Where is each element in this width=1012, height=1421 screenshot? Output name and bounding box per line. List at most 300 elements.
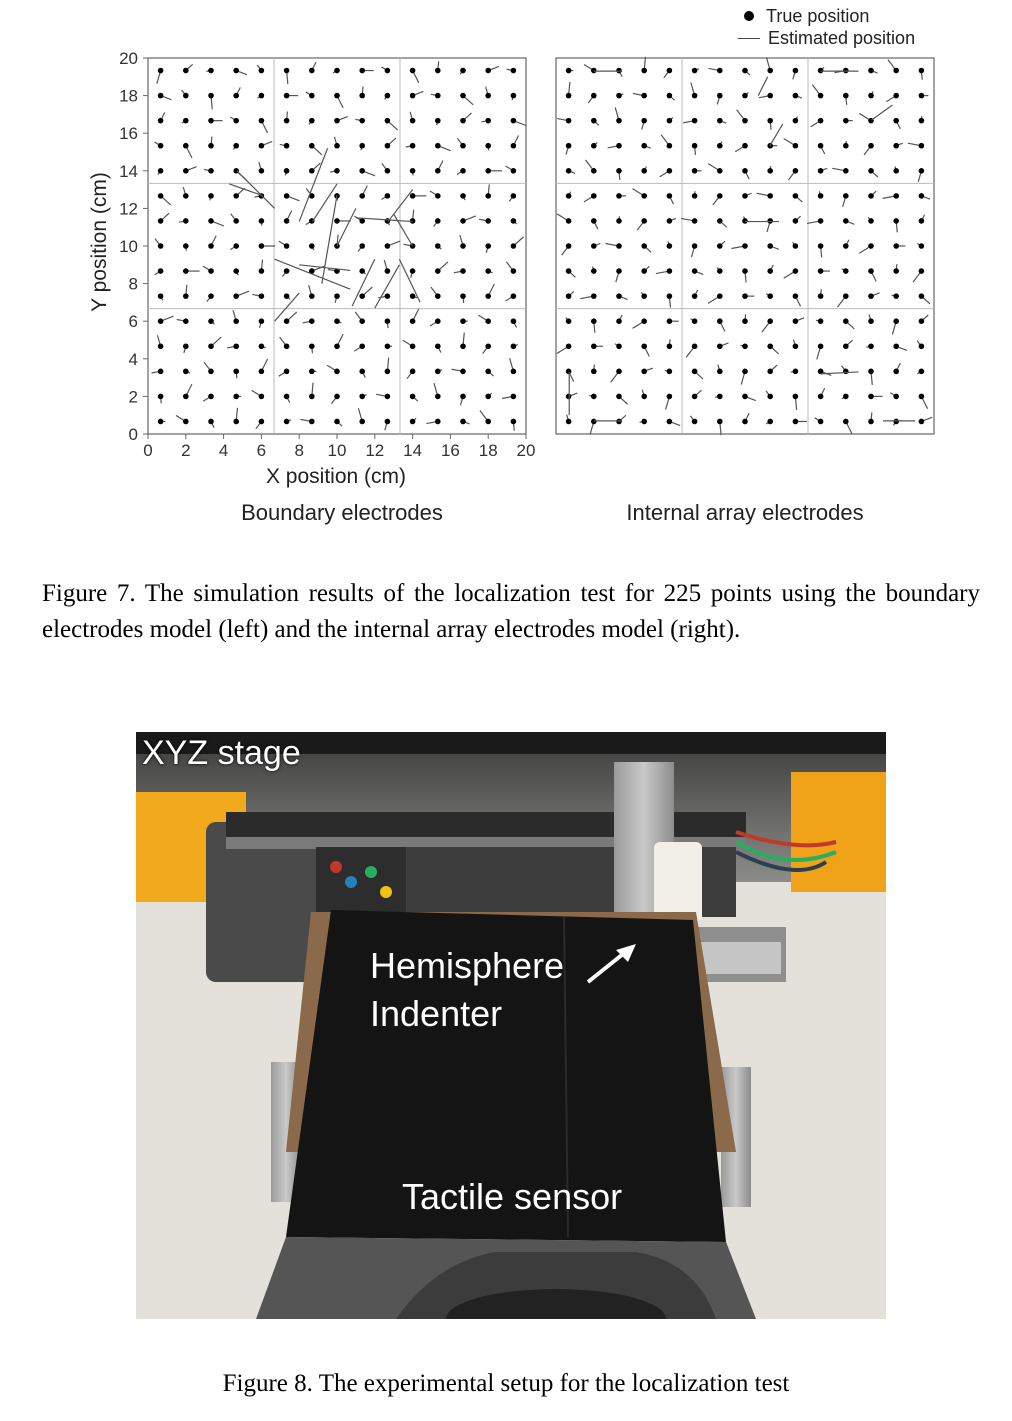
true-position-point [717, 243, 723, 249]
true-position-point [767, 318, 773, 324]
true-position-point [309, 394, 315, 400]
true-position-point [284, 118, 290, 124]
x-tick-label: 2 [181, 441, 191, 460]
true-position-point [435, 68, 441, 74]
true-position-point [591, 293, 597, 299]
true-position-point [158, 93, 164, 99]
true-position-point [767, 419, 773, 425]
true-position-point [919, 143, 925, 149]
true-position-point [591, 419, 597, 425]
true-position-point [259, 419, 265, 425]
true-position-point [334, 168, 340, 174]
true-position-point [259, 93, 265, 99]
true-position-point [717, 168, 723, 174]
true-position-point [511, 168, 517, 174]
true-position-point [410, 68, 416, 74]
true-position-point [284, 243, 290, 249]
true-position-point [233, 394, 239, 400]
true-position-point [641, 118, 647, 124]
true-position-point [818, 193, 824, 199]
true-position-point [667, 293, 673, 299]
true-position-point [309, 118, 315, 124]
true-position-point [641, 369, 647, 375]
true-position-point [309, 68, 315, 74]
true-position-point [284, 293, 290, 299]
true-position-point [385, 143, 391, 149]
true-position-point [485, 168, 491, 174]
true-position-point [259, 168, 265, 174]
true-position-point [158, 68, 164, 74]
true-position-point [616, 318, 622, 324]
true-position-point [717, 293, 723, 299]
label-indenter-line2: Indenter [370, 993, 503, 1034]
true-position-point [893, 293, 899, 299]
true-position-point [385, 419, 391, 425]
true-position-point [868, 293, 874, 299]
true-position-point [511, 118, 517, 124]
true-position-point [435, 193, 441, 199]
large-error-line [770, 124, 783, 147]
true-position-point [208, 268, 214, 274]
true-position-point [893, 243, 899, 249]
true-position-point [410, 419, 416, 425]
true-position-point [511, 369, 517, 375]
true-position-point [893, 218, 899, 224]
large-error-line [872, 105, 893, 120]
true-position-point [692, 369, 698, 375]
true-position-point [511, 268, 517, 274]
true-position-point [385, 93, 391, 99]
true-position-point [259, 268, 265, 274]
true-position-point [667, 243, 673, 249]
true-position-point [435, 343, 441, 349]
true-position-point [385, 394, 391, 400]
true-position-point [435, 268, 441, 274]
true-position-point [893, 93, 899, 99]
true-position-point [410, 143, 416, 149]
true-position-point [485, 268, 491, 274]
true-position-point [309, 293, 315, 299]
true-position-point [334, 218, 340, 224]
true-position-point [233, 318, 239, 324]
panel-title-internal: Internal array electrodes [626, 500, 864, 525]
true-position-point [410, 243, 416, 249]
true-position-point [208, 193, 214, 199]
true-position-point [460, 318, 466, 324]
true-position-point [566, 243, 572, 249]
true-position-point [667, 268, 673, 274]
true-position-point [717, 419, 723, 425]
true-position-point [591, 68, 597, 74]
true-position-point [233, 93, 239, 99]
true-position-point [717, 93, 723, 99]
true-position-point [183, 68, 189, 74]
true-position-point [919, 243, 925, 249]
true-position-point [793, 93, 799, 99]
true-position-point [460, 268, 466, 274]
true-position-point [385, 369, 391, 375]
figure-8-photo [136, 732, 886, 1319]
true-position-point [793, 68, 799, 74]
true-position-point [793, 143, 799, 149]
true-position-point [359, 268, 365, 274]
true-position-point [843, 318, 849, 324]
true-position-point [843, 218, 849, 224]
true-position-point [843, 93, 849, 99]
true-position-point [919, 68, 925, 74]
true-position-point [793, 118, 799, 124]
true-position-point [843, 168, 849, 174]
y-tick-label: 10 [119, 237, 138, 256]
true-position-point [843, 293, 849, 299]
true-position-point [359, 68, 365, 74]
true-position-point [183, 343, 189, 349]
true-position-point [284, 168, 290, 174]
true-position-point [485, 369, 491, 375]
true-position-point [233, 369, 239, 375]
panel-title-boundary: Boundary electrodes [241, 500, 443, 525]
true-position-point [385, 243, 391, 249]
true-position-point [818, 143, 824, 149]
true-position-point [767, 369, 773, 375]
true-position-point [284, 318, 290, 324]
true-position-point [158, 369, 164, 375]
true-position-point [410, 168, 416, 174]
true-position-point [334, 93, 340, 99]
true-position-point [667, 193, 673, 199]
true-position-point [309, 318, 315, 324]
true-position-point [868, 243, 874, 249]
true-position-point [591, 218, 597, 224]
true-position-point [334, 318, 340, 324]
true-position-point [591, 168, 597, 174]
x-tick-label: 12 [365, 441, 385, 460]
true-position-point [183, 218, 189, 224]
true-position-point [616, 268, 622, 274]
true-position-point [893, 168, 899, 174]
true-position-point [742, 93, 748, 99]
true-position-point [158, 218, 164, 224]
true-position-point [566, 318, 572, 324]
true-position-point [767, 118, 773, 124]
true-position-point [868, 93, 874, 99]
true-position-point [359, 318, 365, 324]
true-position-point [566, 218, 572, 224]
true-position-point [919, 343, 925, 349]
true-position-point [893, 369, 899, 375]
true-position-point [511, 394, 517, 400]
true-position-point [919, 293, 925, 299]
true-position-point [893, 193, 899, 199]
true-position-point [435, 243, 441, 249]
true-position-point [692, 93, 698, 99]
true-position-point [208, 93, 214, 99]
true-position-point [359, 93, 365, 99]
true-position-point [259, 318, 265, 324]
true-position-point [616, 218, 622, 224]
true-position-point [868, 143, 874, 149]
true-position-point [385, 193, 391, 199]
x-tick-label: 6 [256, 441, 267, 460]
true-position-point [208, 369, 214, 375]
true-position-point [183, 93, 189, 99]
true-position-point [868, 218, 874, 224]
true-position-point [742, 218, 748, 224]
true-position-point [460, 218, 466, 224]
true-position-point [385, 293, 391, 299]
true-position-point [616, 343, 622, 349]
true-position-point [233, 68, 239, 74]
true-position-point [158, 293, 164, 299]
true-position-point [818, 168, 824, 174]
true-position-point [284, 218, 290, 224]
true-position-point [183, 168, 189, 174]
true-position-point [742, 143, 748, 149]
x-tick-label: 8 [294, 441, 304, 460]
true-position-point [692, 118, 698, 124]
true-position-point [793, 193, 799, 199]
true-position-point [868, 68, 874, 74]
true-position-point [692, 68, 698, 74]
y-tick-label: 16 [119, 124, 138, 144]
true-position-point [460, 293, 466, 299]
true-position-point [259, 394, 265, 400]
true-position-point [566, 143, 572, 149]
true-position-point [692, 394, 698, 400]
true-position-point [818, 419, 824, 425]
true-position-point [485, 419, 491, 425]
true-position-point [410, 343, 416, 349]
true-position-point [742, 118, 748, 124]
true-position-point [868, 394, 874, 400]
true-position-point [641, 394, 647, 400]
true-position-point [410, 369, 416, 375]
true-position-point [359, 218, 365, 224]
true-position-point [460, 168, 466, 174]
true-position-point [334, 343, 340, 349]
true-position-point [641, 93, 647, 99]
true-position-point [742, 343, 748, 349]
true-position-point [334, 68, 340, 74]
true-position-point [435, 93, 441, 99]
true-position-point [284, 419, 290, 425]
label-tactile-sensor: Tactile sensor [402, 1176, 623, 1217]
true-position-point [893, 419, 899, 425]
true-position-point [334, 143, 340, 149]
true-position-point [767, 168, 773, 174]
true-position-point [511, 193, 517, 199]
true-position-point [460, 343, 466, 349]
true-position-point [742, 243, 748, 249]
true-position-point [511, 243, 517, 249]
true-position-point [692, 293, 698, 299]
true-position-point [767, 243, 773, 249]
true-position-point [183, 318, 189, 324]
true-position-point [183, 118, 189, 124]
true-position-point [767, 268, 773, 274]
true-position-point [460, 243, 466, 249]
true-position-point [460, 193, 466, 199]
true-position-point [158, 118, 164, 124]
true-position-point [767, 93, 773, 99]
true-position-point [566, 268, 572, 274]
true-position-point [435, 318, 441, 324]
true-position-point [158, 193, 164, 199]
true-position-point [591, 243, 597, 249]
true-position-point [183, 394, 189, 400]
true-position-point [460, 394, 466, 400]
figure-8-caption: Figure 8. The experimental setup for the localization test [222, 1370, 790, 1397]
true-position-point [410, 394, 416, 400]
true-position-point [435, 143, 441, 149]
true-position-point [259, 218, 265, 224]
true-position-point [208, 243, 214, 249]
true-position-point [843, 68, 849, 74]
true-position-point [641, 293, 647, 299]
true-position-point [893, 143, 899, 149]
true-position-point [742, 293, 748, 299]
true-position-point [385, 268, 391, 274]
true-position-point [868, 343, 874, 349]
true-position-point [359, 369, 365, 375]
true-position-point [667, 168, 673, 174]
true-position-point [893, 394, 899, 400]
label-xyz-stage: XYZ stage [142, 734, 301, 772]
true-position-point [259, 243, 265, 249]
figure-7-caption: Figure 7. The simulation results of the localization test for 225 points using the boundary electrodes model (left) and the internal array electrodes model (right). [42, 580, 980, 643]
large-error-line [399, 259, 420, 302]
true-position-point [818, 343, 824, 349]
true-position-point [460, 419, 466, 425]
y-tick-label: 4 [128, 349, 138, 369]
true-position-point [667, 343, 673, 349]
true-position-point [692, 419, 698, 425]
true-position-point [566, 293, 572, 299]
true-position-point [359, 394, 365, 400]
large-error-line [758, 77, 767, 96]
y-tick-label: 6 [128, 312, 138, 332]
true-position-point [485, 143, 491, 149]
x-axis-title: X position (cm) [265, 465, 407, 488]
true-position-point [641, 419, 647, 425]
true-position-point [233, 268, 239, 274]
true-position-point [566, 168, 572, 174]
true-position-point [641, 243, 647, 249]
true-position-point [641, 193, 647, 199]
true-position-point [717, 369, 723, 375]
true-position-point [208, 293, 214, 299]
true-position-point [435, 293, 441, 299]
true-position-point [309, 93, 315, 99]
true-position-point [742, 193, 748, 199]
true-position-point [208, 318, 214, 324]
x-tick-label: 16 [440, 441, 460, 460]
true-position-point [692, 318, 698, 324]
y-tick-label: 12 [119, 199, 138, 219]
large-error-line [299, 148, 327, 221]
true-position-point [919, 419, 925, 425]
true-position-point [259, 293, 265, 299]
y-tick-label: 0 [128, 425, 138, 444]
true-position-point [566, 193, 572, 199]
true-position-point [667, 419, 673, 425]
true-position-point [183, 293, 189, 299]
true-position-point [742, 268, 748, 274]
true-position-point [692, 243, 698, 249]
true-position-point [843, 243, 849, 249]
true-position-point [511, 143, 517, 149]
true-position-point [818, 68, 824, 74]
true-position-point [485, 68, 491, 74]
orange-panel-right [791, 772, 886, 892]
true-position-point [692, 268, 698, 274]
true-position-point [641, 318, 647, 324]
true-position-point [818, 218, 824, 224]
true-position-point [667, 369, 673, 375]
true-position-point [667, 118, 673, 124]
true-position-point [309, 168, 315, 174]
true-position-point [616, 68, 622, 74]
true-position-point [742, 68, 748, 74]
true-position-point [208, 143, 214, 149]
true-position-point [843, 143, 849, 149]
true-position-point [158, 143, 164, 149]
true-position-point [843, 118, 849, 124]
true-position-point [511, 419, 517, 425]
true-position-point [359, 193, 365, 199]
true-position-point [692, 193, 698, 199]
true-position-point [919, 318, 925, 324]
true-position-point [435, 394, 441, 400]
true-position-point [183, 243, 189, 249]
true-position-point [485, 243, 491, 249]
true-position-point [208, 394, 214, 400]
true-position-point [919, 394, 925, 400]
true-position-point [692, 343, 698, 349]
true-position-point [616, 369, 622, 375]
true-position-point [259, 369, 265, 375]
true-position-point [485, 93, 491, 99]
true-position-point [742, 318, 748, 324]
true-position-point [641, 343, 647, 349]
true-position-point [208, 168, 214, 174]
true-position-point [717, 218, 723, 224]
true-position-point [919, 93, 925, 99]
true-position-point [793, 168, 799, 174]
indenter-holder [654, 842, 702, 922]
true-position-point [410, 193, 416, 199]
true-position-point [591, 343, 597, 349]
true-position-point [385, 168, 391, 174]
true-position-point [793, 343, 799, 349]
true-position-point [233, 343, 239, 349]
true-position-point [511, 68, 517, 74]
true-position-point [868, 318, 874, 324]
true-position-point [309, 343, 315, 349]
true-position-point [919, 193, 925, 199]
true-position-point [359, 118, 365, 124]
true-position-point [868, 419, 874, 425]
true-position-point [460, 118, 466, 124]
large-error-line [337, 208, 356, 246]
true-position-point [284, 143, 290, 149]
true-position-point [460, 369, 466, 375]
true-position-point [767, 343, 773, 349]
true-position-point [566, 369, 572, 375]
legend-est-label: Estimated position [768, 28, 916, 48]
true-position-point [385, 68, 391, 74]
true-position-point [183, 143, 189, 149]
